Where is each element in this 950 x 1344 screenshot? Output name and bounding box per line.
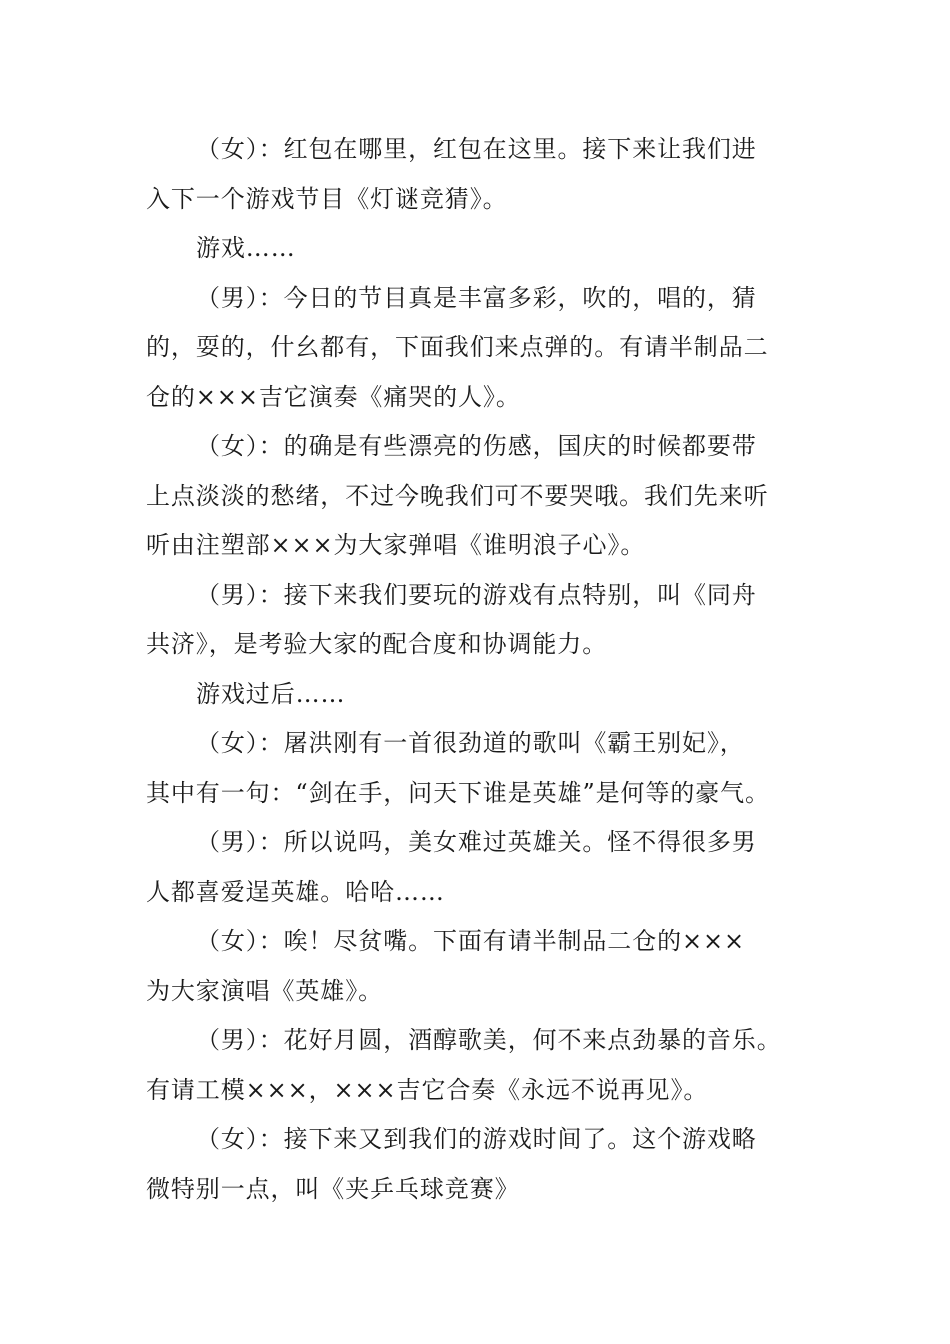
paragraph-female-pingpong bbox=[146, 1115, 826, 1214]
text-line: 微特别一点，叫《夹乒乓球竞赛》 bbox=[146, 1174, 520, 1203]
text-line: （女）：的确是有些漂亮的伤感，国庆的时候都要带 bbox=[196, 432, 757, 460]
document-body bbox=[146, 125, 826, 1214]
text-line: （女）：红包在哪里，红包在这里。接下来让我们进 bbox=[196, 135, 757, 163]
paragraph-female-invite bbox=[146, 917, 826, 1016]
paragraph-male-program bbox=[146, 274, 826, 423]
text-line: （女）：接下来又到我们的游戏时间了。这个游戏略 bbox=[196, 1125, 757, 1153]
text-line: 为大家演唱《英雄》。 bbox=[146, 976, 383, 1005]
paragraph-male-music bbox=[146, 1016, 826, 1115]
text-line: （男）：所以说吗，美女难过英雄关。怪不得很多男 bbox=[196, 828, 757, 856]
text-line: 的，耍的，什幺都有，下面我们来点弹的。有请半制品二 bbox=[146, 333, 769, 361]
paragraph-male-game bbox=[146, 571, 826, 670]
paragraph-female-red-envelope bbox=[146, 125, 826, 224]
text-line: 共济》，是考验大家的配合度和协调能力。 bbox=[146, 630, 608, 658]
paragraph-female-sentiment bbox=[146, 422, 826, 571]
paragraph-female-song bbox=[146, 719, 826, 818]
paragraph-after-game-note bbox=[146, 670, 826, 720]
paragraph-male-hero bbox=[146, 818, 826, 917]
text-line: （男）：今日的节目真是丰富多彩，吹的，唱的，猜 bbox=[196, 283, 757, 312]
paragraph-game-note bbox=[146, 224, 826, 274]
text-line: （女）：屠洪刚有一首很劲道的歌叫《霸王别妃》， bbox=[196, 729, 745, 757]
text-line: （女）：唉！尽贫嘴。下面有请半制品二仓的××× bbox=[196, 927, 746, 955]
text-line: 有请工模×××，×××吉它合奏《永远不说再见》。 bbox=[146, 1075, 709, 1104]
text-line: 其中有一句：“剑在手，问天下谁是英雄”是何等的豪气。 bbox=[146, 778, 770, 807]
text-line: 人都喜爱逞英雄。哈哈…… bbox=[146, 877, 445, 906]
text-line: 仓的×××吉它演奏《痛哭的人》。 bbox=[146, 382, 521, 411]
text-line: （男）：花好月圆，酒醇歌美，何不来点劲暴的音乐。 bbox=[196, 1026, 782, 1054]
text-line: 上点淡淡的愁绪，不过今晚我们可不要哭哦。我们先来听 bbox=[146, 481, 769, 510]
text-line: 入下一个游戏节目《灯谜竞猜》。 bbox=[146, 184, 508, 213]
text-line: 游戏过后…… bbox=[196, 679, 346, 708]
text-line: 听由注塑部×××为大家弹唱《谁明浪子心》。 bbox=[146, 531, 646, 559]
text-line: 游戏…… bbox=[196, 234, 296, 262]
text-line: （男）：接下来我们要玩的游戏有点特别，叫《同舟 bbox=[196, 580, 757, 609]
